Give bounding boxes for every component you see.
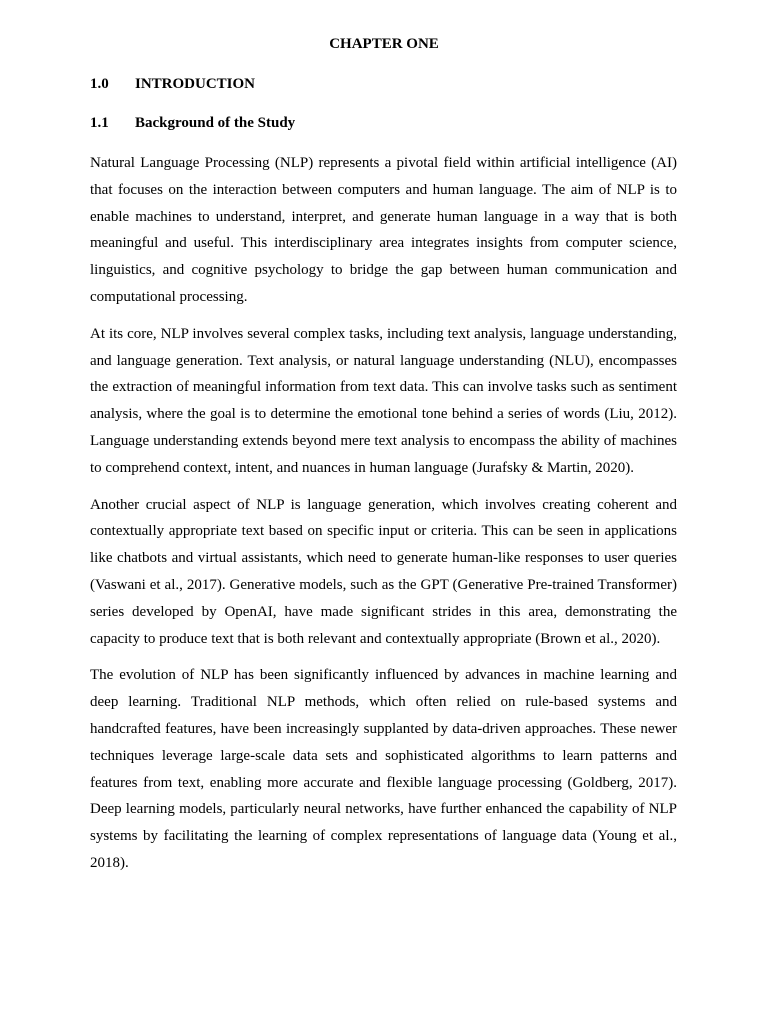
body-text	[90, 150, 677, 887]
paragraph: At its core, NLP involves several complex tasks, including text analysis, language understanding, and language generation. Text analysis, or natural language understanding (NLU), encompasses the extraction of meaningful information from text data. This can involve tasks such as sentiment analysis, where the goal is to determine the emotional tone behind a series of words (Liu, 2012). Language understanding extends beyond mere text analysis to encompass the ability of machines to comprehend context, intent, and nuances in human language (Jurafsky & Martin, 2020).	[90, 325, 677, 476]
section-number: 1.0	[90, 76, 109, 92]
paragraph: The evolution of NLP has been significantly influenced by advances in machine learning and deep learning. Traditional NLP methods, which often relied on rule-based systems and handcrafted features, have been increasingly supplanted by data-driven approaches. These newer techniques leverage large-scale data sets and sophisticated algorithms to learn patterns and features from text, enabling more accurate and flexible language processing (Goldberg, 2017). Deep learning models, particularly neural networks, have further enhanced the capability of NLP systems by facilitating the learning of complex representations of language data (Young et al., 2018).	[90, 667, 677, 871]
subsection-title: Background of the Study	[135, 115, 296, 131]
subsection-heading	[90, 113, 295, 133]
section-title: INTRODUCTION	[135, 76, 256, 92]
paragraph: Another crucial aspect of NLP is language generation, which involves creating coherent and contextually appropriate text based on specific input or criteria. This can be seen in applications like chatbots and virtual assistants, which need to generate human-like responses to user queries (Vaswani et al., 2017). Generative models, such as the GPT (Generative Pre-trained Transformer) series developed by OpenAI, have made significant strides in this area, demonstrating the capacity to produce text that is both relevant and contextually appropriate (Brown et al., 2020).	[90, 496, 677, 647]
section-heading	[90, 74, 255, 94]
paragraph: Natural Language Processing (NLP) represents a pivotal field within artificial intelligence (AI) that focuses on the interaction between computers and human language. The aim of NLP is to enable machines to understand, interpret, and generate human language in a way that is both meaningful and useful. This interdisciplinary area integrates insights from computer science, linguistics, and cognitive psychology to bridge the gap between human communication and computational processing.	[90, 155, 677, 305]
subsection-number: 1.1	[90, 115, 109, 131]
chapter-title: CHAPTER ONE	[329, 36, 439, 52]
